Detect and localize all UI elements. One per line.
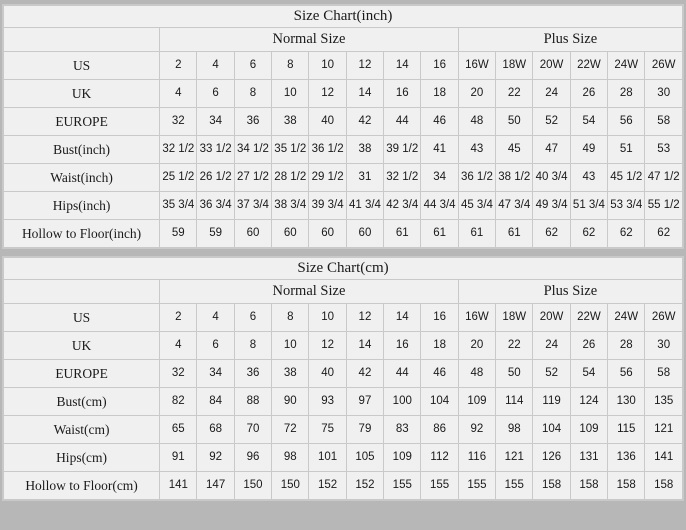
cell: 48 bbox=[458, 360, 495, 388]
size-chart-cm-table bbox=[3, 257, 683, 500]
cell: 25 1/2 bbox=[160, 164, 197, 192]
cell: 27 1/2 bbox=[234, 164, 271, 192]
cell: 114 bbox=[496, 388, 533, 416]
cell: 126 bbox=[533, 444, 570, 472]
row-label-europe-inch: EUROPE bbox=[4, 108, 160, 136]
cell: 8 bbox=[272, 52, 309, 80]
cell: 104 bbox=[421, 388, 458, 416]
cell: 84 bbox=[197, 388, 234, 416]
cell: 38 bbox=[346, 136, 383, 164]
cell: 109 bbox=[458, 388, 495, 416]
cell: 47 3/4 bbox=[496, 192, 533, 220]
cell: 26 1/2 bbox=[197, 164, 234, 192]
cell: 60 bbox=[346, 220, 383, 248]
cell: 41 bbox=[421, 136, 458, 164]
cell: 28 bbox=[608, 80, 645, 108]
cell: 43 bbox=[570, 164, 607, 192]
table-row bbox=[4, 444, 683, 472]
cell: 36 bbox=[234, 360, 271, 388]
cell: 61 bbox=[496, 220, 533, 248]
cell: 43 bbox=[458, 136, 495, 164]
chart-title-cm: Size Chart(cm) bbox=[4, 258, 683, 280]
table-row bbox=[4, 192, 683, 220]
cell: 50 bbox=[496, 108, 533, 136]
row-label-hollow-to-floor-inch: Hollow to Floor(inch) bbox=[4, 220, 160, 248]
row-label-uk-inch: UK bbox=[4, 80, 160, 108]
cell: 52 bbox=[533, 360, 570, 388]
cell: 38 1/2 bbox=[496, 164, 533, 192]
cell: 44 bbox=[384, 360, 421, 388]
cell: 90 bbox=[272, 388, 309, 416]
cell: 12 bbox=[346, 304, 383, 332]
cell: 12 bbox=[309, 80, 346, 108]
cell: 4 bbox=[197, 304, 234, 332]
cell: 112 bbox=[421, 444, 458, 472]
cell: 155 bbox=[384, 472, 421, 500]
size-chart-inch bbox=[2, 4, 684, 249]
cell: 61 bbox=[421, 220, 458, 248]
cell: 18W bbox=[496, 304, 533, 332]
cell: 54 bbox=[570, 360, 607, 388]
cell: 26W bbox=[645, 52, 683, 80]
table-row bbox=[4, 136, 683, 164]
cell: 82 bbox=[160, 388, 197, 416]
cell: 105 bbox=[346, 444, 383, 472]
cell: 152 bbox=[346, 472, 383, 500]
cell: 36 1/2 bbox=[458, 164, 495, 192]
cell: 14 bbox=[384, 304, 421, 332]
table-row bbox=[4, 80, 683, 108]
cell: 36 1/2 bbox=[309, 136, 346, 164]
cell: 93 bbox=[309, 388, 346, 416]
cell: 119 bbox=[533, 388, 570, 416]
cell: 33 1/2 bbox=[197, 136, 234, 164]
cell: 10 bbox=[309, 52, 346, 80]
group-header-normal-cm: Normal Size bbox=[160, 280, 459, 304]
row-label-uk-cm: UK bbox=[4, 332, 160, 360]
cell: 8 bbox=[234, 332, 271, 360]
cell: 62 bbox=[608, 220, 645, 248]
cell: 45 bbox=[496, 136, 533, 164]
cell: 101 bbox=[309, 444, 346, 472]
cell: 12 bbox=[309, 332, 346, 360]
cell: 26 bbox=[570, 80, 607, 108]
cell: 86 bbox=[421, 416, 458, 444]
cell: 45 1/2 bbox=[608, 164, 645, 192]
cell: 46 bbox=[421, 108, 458, 136]
cell: 40 bbox=[309, 108, 346, 136]
cell: 49 3/4 bbox=[533, 192, 570, 220]
cell: 38 bbox=[272, 108, 309, 136]
cell: 37 3/4 bbox=[234, 192, 271, 220]
cell: 83 bbox=[384, 416, 421, 444]
table-row bbox=[4, 332, 683, 360]
cell: 52 bbox=[533, 108, 570, 136]
cell: 20W bbox=[533, 304, 570, 332]
table-row bbox=[4, 388, 683, 416]
cell: 12 bbox=[346, 52, 383, 80]
table-row bbox=[4, 52, 683, 80]
size-chart-inch-table bbox=[3, 5, 683, 248]
cell: 20 bbox=[458, 80, 495, 108]
cell: 131 bbox=[570, 444, 607, 472]
cell: 56 bbox=[608, 360, 645, 388]
table-row bbox=[4, 164, 683, 192]
table-row-groups bbox=[4, 28, 683, 52]
cell: 155 bbox=[421, 472, 458, 500]
row-label-waist-inch: Waist(inch) bbox=[4, 164, 160, 192]
cell: 104 bbox=[533, 416, 570, 444]
table-row-title bbox=[4, 6, 683, 28]
cell: 22 bbox=[496, 80, 533, 108]
cell: 141 bbox=[160, 472, 197, 500]
cell: 31 bbox=[346, 164, 383, 192]
cell: 51 bbox=[608, 136, 645, 164]
cell: 32 bbox=[160, 360, 197, 388]
cell: 34 bbox=[421, 164, 458, 192]
cell: 109 bbox=[384, 444, 421, 472]
cell: 59 bbox=[160, 220, 197, 248]
cell: 30 bbox=[645, 332, 683, 360]
cell: 44 3/4 bbox=[421, 192, 458, 220]
cell: 51 3/4 bbox=[570, 192, 607, 220]
cell: 97 bbox=[346, 388, 383, 416]
cell: 20W bbox=[533, 52, 570, 80]
cell: 155 bbox=[496, 472, 533, 500]
cell: 32 bbox=[160, 108, 197, 136]
cell: 6 bbox=[197, 80, 234, 108]
cell: 2 bbox=[160, 304, 197, 332]
cell: 50 bbox=[496, 360, 533, 388]
table-row bbox=[4, 416, 683, 444]
table-row bbox=[4, 360, 683, 388]
cell: 35 3/4 bbox=[160, 192, 197, 220]
cell: 29 1/2 bbox=[309, 164, 346, 192]
chart-title-inch: Size Chart(inch) bbox=[4, 6, 683, 28]
cell: 10 bbox=[272, 332, 309, 360]
row-label-waist-cm: Waist(cm) bbox=[4, 416, 160, 444]
cell: 72 bbox=[272, 416, 309, 444]
cell: 121 bbox=[645, 416, 683, 444]
cell: 124 bbox=[570, 388, 607, 416]
cell: 100 bbox=[384, 388, 421, 416]
cell: 40 3/4 bbox=[533, 164, 570, 192]
cell: 45 3/4 bbox=[458, 192, 495, 220]
cell: 155 bbox=[458, 472, 495, 500]
cell: 35 1/2 bbox=[272, 136, 309, 164]
corner-cell-cm bbox=[4, 280, 160, 304]
cell: 58 bbox=[645, 108, 683, 136]
cell: 46 bbox=[421, 360, 458, 388]
cell: 158 bbox=[608, 472, 645, 500]
row-label-hollow-to-floor-cm: Hollow to Floor(cm) bbox=[4, 472, 160, 500]
row-label-us-cm: US bbox=[4, 304, 160, 332]
table-row bbox=[4, 472, 683, 500]
cell: 36 3/4 bbox=[197, 192, 234, 220]
table-row bbox=[4, 220, 683, 248]
cell: 28 1/2 bbox=[272, 164, 309, 192]
cell: 26W bbox=[645, 304, 683, 332]
cell: 30 bbox=[645, 80, 683, 108]
cell: 61 bbox=[458, 220, 495, 248]
cell: 16 bbox=[384, 332, 421, 360]
cell: 136 bbox=[608, 444, 645, 472]
cell: 22 bbox=[496, 332, 533, 360]
cell: 152 bbox=[309, 472, 346, 500]
cell: 56 bbox=[608, 108, 645, 136]
cell: 28 bbox=[608, 332, 645, 360]
cell: 36 bbox=[234, 108, 271, 136]
cell: 62 bbox=[645, 220, 683, 248]
cell: 91 bbox=[160, 444, 197, 472]
row-label-hips-cm: Hips(cm) bbox=[4, 444, 160, 472]
table-row-groups bbox=[4, 280, 683, 304]
cell: 62 bbox=[570, 220, 607, 248]
cell: 70 bbox=[234, 416, 271, 444]
cell: 34 bbox=[197, 360, 234, 388]
cell: 18 bbox=[421, 80, 458, 108]
cell: 8 bbox=[234, 80, 271, 108]
cell: 49 bbox=[570, 136, 607, 164]
cell: 26 bbox=[570, 332, 607, 360]
cell: 14 bbox=[384, 52, 421, 80]
cell: 18 bbox=[421, 332, 458, 360]
cell: 24 bbox=[533, 332, 570, 360]
cell: 42 3/4 bbox=[384, 192, 421, 220]
cell: 115 bbox=[608, 416, 645, 444]
cell: 92 bbox=[458, 416, 495, 444]
cell: 98 bbox=[272, 444, 309, 472]
cell: 8 bbox=[272, 304, 309, 332]
cell: 150 bbox=[272, 472, 309, 500]
cell: 47 1/2 bbox=[645, 164, 683, 192]
cell: 92 bbox=[197, 444, 234, 472]
cell: 61 bbox=[384, 220, 421, 248]
cell: 40 bbox=[309, 360, 346, 388]
cell: 53 bbox=[645, 136, 683, 164]
table-row bbox=[4, 108, 683, 136]
cell: 158 bbox=[645, 472, 683, 500]
cell: 109 bbox=[570, 416, 607, 444]
cell: 42 bbox=[346, 108, 383, 136]
cell: 18W bbox=[496, 52, 533, 80]
cell: 24W bbox=[608, 52, 645, 80]
cell: 4 bbox=[197, 52, 234, 80]
row-label-hips-inch: Hips(inch) bbox=[4, 192, 160, 220]
cell: 16W bbox=[458, 304, 495, 332]
cell: 32 1/2 bbox=[160, 136, 197, 164]
row-label-bust-inch: Bust(inch) bbox=[4, 136, 160, 164]
cell: 34 bbox=[197, 108, 234, 136]
cell: 34 1/2 bbox=[234, 136, 271, 164]
cell: 158 bbox=[533, 472, 570, 500]
cell: 59 bbox=[197, 220, 234, 248]
cell: 16 bbox=[384, 80, 421, 108]
cell: 65 bbox=[160, 416, 197, 444]
cell: 10 bbox=[272, 80, 309, 108]
cell: 4 bbox=[160, 332, 197, 360]
cell: 96 bbox=[234, 444, 271, 472]
cell: 79 bbox=[346, 416, 383, 444]
cell: 62 bbox=[533, 220, 570, 248]
corner-cell-inch bbox=[4, 28, 160, 52]
cell: 39 3/4 bbox=[309, 192, 346, 220]
cell: 68 bbox=[197, 416, 234, 444]
table-row-title bbox=[4, 258, 683, 280]
cell: 14 bbox=[346, 332, 383, 360]
cell: 47 bbox=[533, 136, 570, 164]
row-label-europe-cm: EUROPE bbox=[4, 360, 160, 388]
cell: 55 1/2 bbox=[645, 192, 683, 220]
cell: 6 bbox=[234, 52, 271, 80]
cell: 147 bbox=[197, 472, 234, 500]
cell: 24 bbox=[533, 80, 570, 108]
cell: 44 bbox=[384, 108, 421, 136]
cell: 116 bbox=[458, 444, 495, 472]
cell: 22W bbox=[570, 304, 607, 332]
row-label-us-inch: US bbox=[4, 52, 160, 80]
cell: 121 bbox=[496, 444, 533, 472]
cell: 54 bbox=[570, 108, 607, 136]
group-header-plus-inch: Plus Size bbox=[458, 28, 682, 52]
cell: 39 1/2 bbox=[384, 136, 421, 164]
cell: 150 bbox=[234, 472, 271, 500]
group-header-normal-inch: Normal Size bbox=[160, 28, 459, 52]
cell: 16 bbox=[421, 52, 458, 80]
cell: 141 bbox=[645, 444, 683, 472]
cell: 32 1/2 bbox=[384, 164, 421, 192]
group-header-plus-cm: Plus Size bbox=[458, 280, 682, 304]
cell: 16W bbox=[458, 52, 495, 80]
cell: 42 bbox=[346, 360, 383, 388]
cell: 24W bbox=[608, 304, 645, 332]
cell: 88 bbox=[234, 388, 271, 416]
cell: 22W bbox=[570, 52, 607, 80]
cell: 53 3/4 bbox=[608, 192, 645, 220]
cell: 135 bbox=[645, 388, 683, 416]
cell: 58 bbox=[645, 360, 683, 388]
cell: 38 3/4 bbox=[272, 192, 309, 220]
cell: 48 bbox=[458, 108, 495, 136]
cell: 75 bbox=[309, 416, 346, 444]
cell: 16 bbox=[421, 304, 458, 332]
row-label-bust-cm: Bust(cm) bbox=[4, 388, 160, 416]
cell: 6 bbox=[197, 332, 234, 360]
table-row bbox=[4, 304, 683, 332]
cell: 10 bbox=[309, 304, 346, 332]
cell: 20 bbox=[458, 332, 495, 360]
cell: 98 bbox=[496, 416, 533, 444]
cell: 6 bbox=[234, 304, 271, 332]
cell: 38 bbox=[272, 360, 309, 388]
cell: 41 3/4 bbox=[346, 192, 383, 220]
cell: 60 bbox=[309, 220, 346, 248]
cell: 60 bbox=[234, 220, 271, 248]
cell: 130 bbox=[608, 388, 645, 416]
cell: 158 bbox=[570, 472, 607, 500]
cell: 2 bbox=[160, 52, 197, 80]
size-chart-cm bbox=[2, 256, 684, 501]
cell: 4 bbox=[160, 80, 197, 108]
cell: 60 bbox=[272, 220, 309, 248]
cell: 14 bbox=[346, 80, 383, 108]
